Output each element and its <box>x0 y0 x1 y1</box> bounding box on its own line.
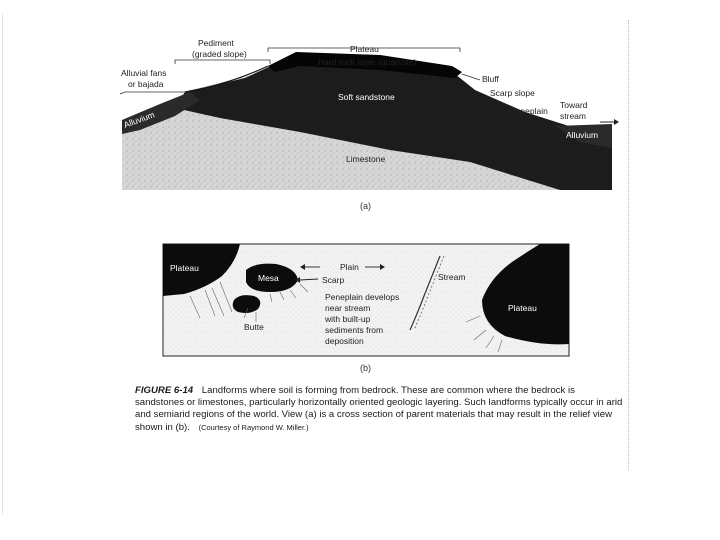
label-pediment-sub: (graded slope) <box>192 49 247 59</box>
label-plain: Plain <box>340 262 359 272</box>
label-mesa: Mesa <box>258 273 279 283</box>
label-peneplain-2: near stream <box>325 303 371 313</box>
label-alluvial-2: or bajada <box>128 79 164 89</box>
label-soft-sandstone: Soft sandstone <box>338 92 395 102</box>
label-scarp: Scarp <box>322 275 345 285</box>
figure-caption <box>135 385 625 434</box>
alluvial-bracket <box>120 92 190 94</box>
label-plateau: Plateau <box>350 44 379 54</box>
label-peneplain-3: with built-up <box>325 314 371 324</box>
label-alluvial-1: Alluvial fans <box>121 68 167 78</box>
label-peneplain-5: deposition <box>325 336 364 346</box>
label-scarp-slope: Scarp slope <box>490 88 535 98</box>
label-peneplain-1: Peneplain develops <box>325 292 400 302</box>
label-hard-rock: Hard rock layer (quartzite) <box>318 57 417 67</box>
sublabel-b: (b) <box>360 363 371 373</box>
label-plateau-right: Plateau <box>508 303 537 313</box>
caption-text: Landforms where soil is forming from bedrock. These are common where the bedrock is sandstones or limestones, particularly horizontally oriented geologic layering. Such landforms typically occur in arid and semiarid regions of the world. View (a) is a cross section of parent materials that may result in the relief view shown in (b). <box>135 385 623 433</box>
caption-credit: (Courtesy of Raymond W. Miller.) <box>198 422 309 432</box>
label-pediment: Pediment <box>198 38 234 48</box>
relief-view-b <box>163 244 569 373</box>
figure-number: FIGURE 6-14 <box>135 385 194 396</box>
cross-section-a <box>120 38 619 211</box>
label-limestone: Limestone <box>346 154 386 164</box>
label-peneplain: Peneplain <box>510 106 548 116</box>
pediment-bracket <box>175 60 270 64</box>
label-alluvium-right: Alluvium <box>566 130 599 140</box>
label-butte: Butte <box>244 322 264 332</box>
bluff-arrow <box>462 74 480 80</box>
label-stream-b: Stream <box>438 272 466 282</box>
label-alluvium-left: Alluvium <box>122 109 156 130</box>
label-peneplain-4: sediments from <box>325 325 384 335</box>
sublabel-a: (a) <box>360 201 371 211</box>
label-bluff: Bluff <box>482 74 499 84</box>
arrowhead-icon <box>614 119 619 125</box>
label-plateau-left: Plateau <box>170 263 199 273</box>
label-stream: stream <box>560 111 586 121</box>
label-toward: Toward <box>560 100 588 110</box>
